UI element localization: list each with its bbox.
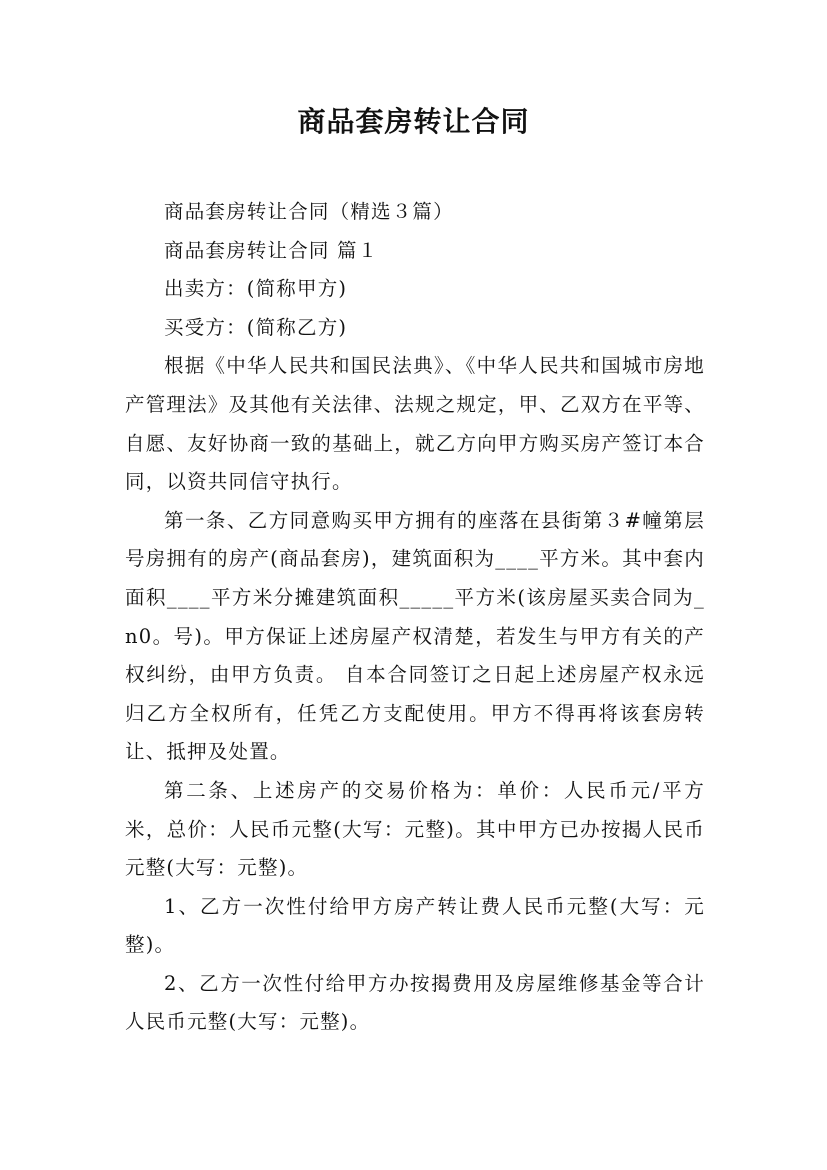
paragraph-article-1: 第一条、乙方同意购买甲方拥有的座落在县街第３#幢第层号房拥有的房产(商品套房)，建筑面积为____平方米。其中套内面积____平方米分摊建筑面积_____平方米(该房屋买卖合同为_n0。号)。甲方保证上述房屋产权清楚，若发生与甲方有关的产 权纠纷，由甲方负责。 自本合同签订之日起上述房屋产权永远归乙方全权所有，任凭乙方支配使用。甲方不得再将该套房转让、抵押及处置。 [125, 508, 713, 764]
paragraph-item-1: 1、乙方一次性付给甲方房产转让费人民币元整(大写：元整)。 [125, 894, 705, 957]
paragraph-seller: 出卖方：(简称甲方) [164, 277, 348, 301]
paragraph-article-2: 第二条、上述房产的交易价格为：单价：人民币元/平方米，总价：人民币元整(大写：元整)。其中甲方已办按揭人民币元整(大写：元整)。 [125, 778, 705, 880]
paragraph-preamble: 根据《中华人民共和国民法典》、《中华人民共和国城市房地产管理法》及其他有关法律、法规之规定，甲、乙双方在平等、自愿、友好协商一致的基础上，就乙方向甲方购买房产签订本合同，以资共同信守执行。 [125, 354, 705, 494]
document-body [125, 193, 713, 1042]
paragraph-item-2: 2、乙方一次性付给甲方办按揭费用及房屋维修基金等合计人民币元整(大写：元整)。 [125, 971, 705, 1034]
document-title: 商品套房转让合同 [297, 105, 530, 138]
paragraph-section-heading: 商品套房转让合同 篇１ [164, 238, 379, 262]
paragraph-buyer: 买受方：(简称乙方) [164, 315, 348, 339]
paragraph-subtitle: 商品套房转让合同（精选３篇） [164, 200, 454, 223]
